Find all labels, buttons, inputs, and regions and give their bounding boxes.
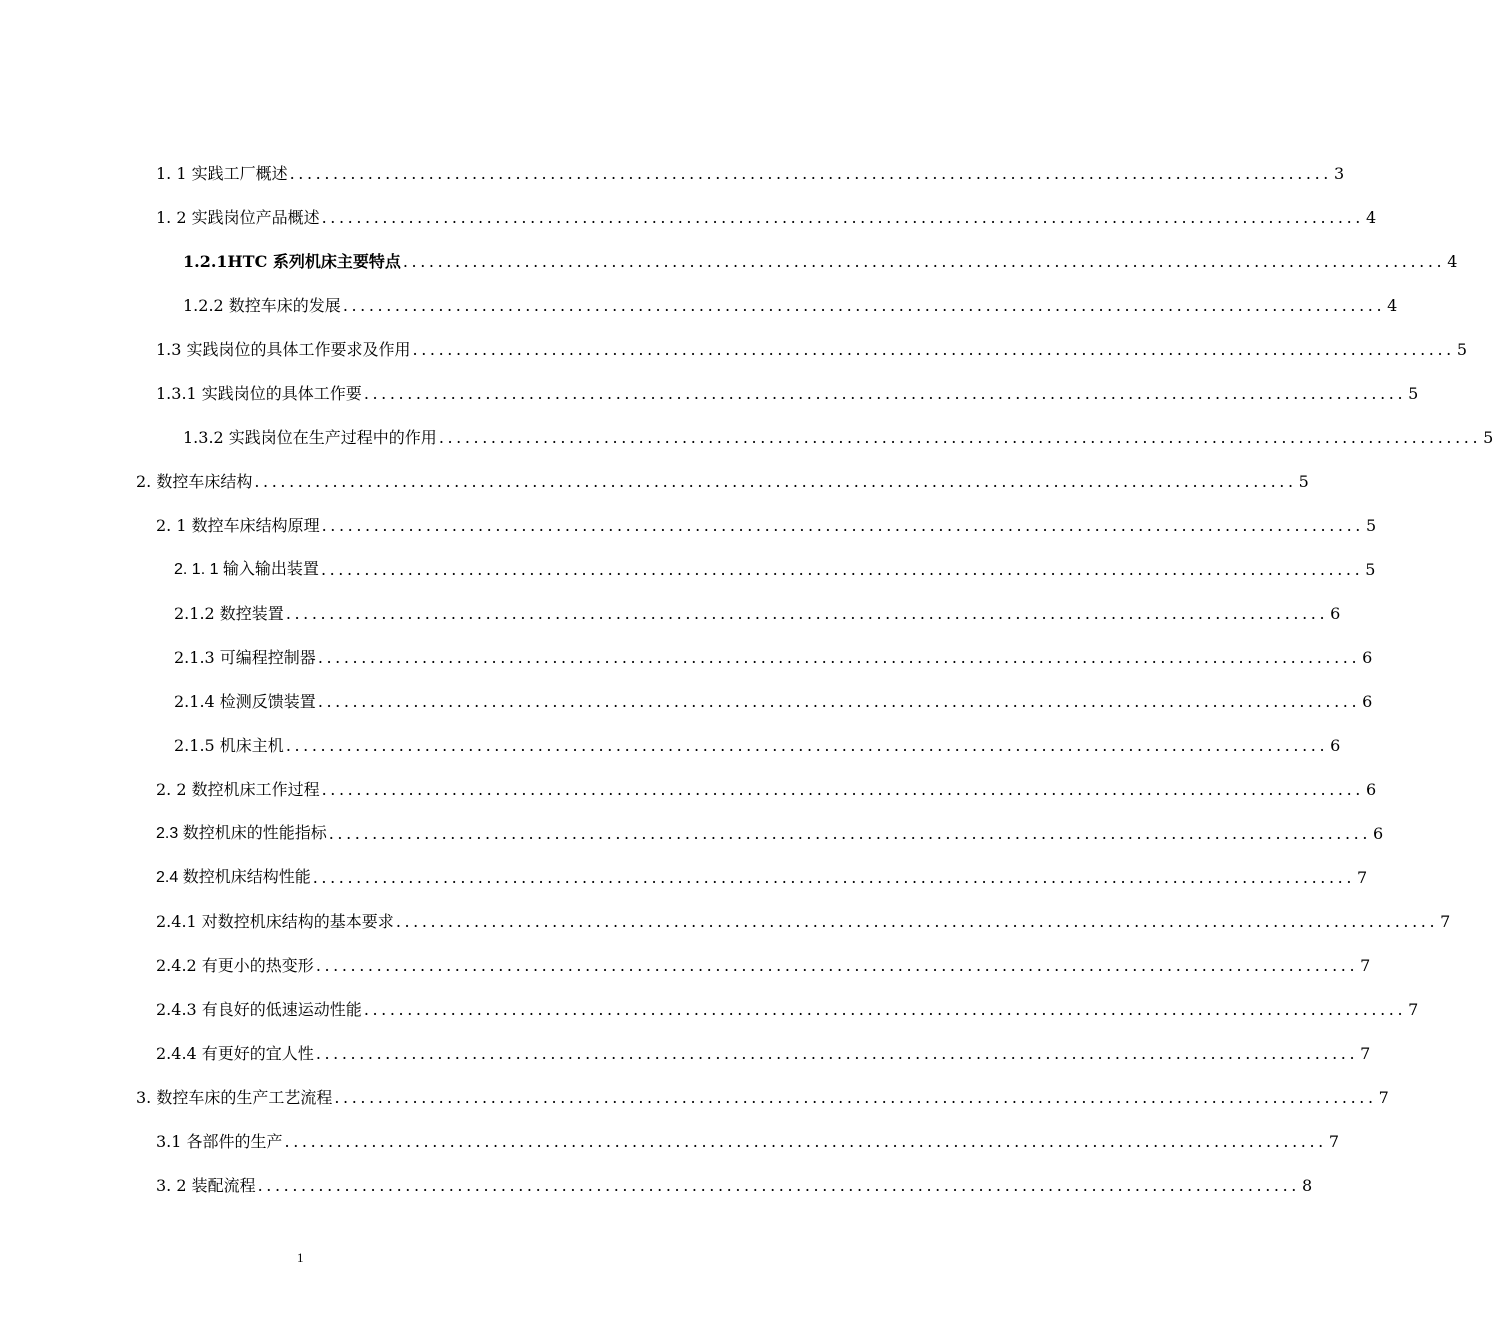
toc-leader-dots: ........................................................................................................................ [285, 604, 1329, 623]
toc-entry-label: 2.4.3 有良好的低速运动性能 [156, 1000, 362, 1019]
toc-leader-dots: ........................................................................................................................ [363, 1000, 1407, 1019]
toc-leader-dots: ........................................................................................................................ [321, 780, 1364, 799]
toc-entry-label: 2.4 数控机床结构性能 [156, 869, 311, 886]
toc-entry-label: 2.4.4 有更好的宜人性 [156, 1044, 314, 1063]
toc-entry-page: 6 [1373, 824, 1384, 843]
toc-entry-page: 7 [1357, 868, 1368, 887]
toc-entry-label: 2. 2 数控机床工作过程 [156, 780, 320, 799]
toc-entry[interactable] [136, 1084, 1389, 1108]
toc-leader-dots: ........................................................................................................................ [363, 384, 1407, 403]
toc-entry-page: 5 [1483, 428, 1493, 447]
toc-entry-label: 2.1.3 可编程控制器 [174, 648, 316, 667]
toc-entry-label: 1.2.1HTC 系列机床主要特点 [183, 252, 401, 271]
toc-entry-page: 6 [1362, 692, 1373, 711]
toc-leader-dots: ........................................................................................................................ [315, 1044, 1359, 1063]
toc-leader-dots: ........................................................................................................................ [321, 208, 1364, 227]
toc-entry-page: 5 [1408, 384, 1419, 403]
toc-leader-dots: ........................................................................................................................ [257, 1176, 1300, 1195]
toc-entry[interactable] [156, 908, 1451, 932]
toc-leader-dots: ........................................................................................................................ [328, 824, 1372, 843]
toc-entry[interactable] [174, 688, 1373, 712]
toc-entry-label: 3. 2 装配流程 [156, 1176, 256, 1195]
toc-entry[interactable] [136, 468, 1309, 492]
toc-entry[interactable] [156, 512, 1377, 536]
toc-entry[interactable] [156, 336, 1468, 360]
toc-entry[interactable] [156, 1172, 1313, 1196]
toc-entry-page: 6 [1362, 648, 1373, 667]
toc-entry-label: 1. 1 实践工厂概述 [156, 164, 288, 183]
toc-entry[interactable] [156, 996, 1419, 1020]
toc-entry-page: 8 [1301, 1176, 1313, 1195]
toc-entry[interactable] [183, 248, 1458, 272]
toc-entry[interactable] [156, 820, 1384, 844]
toc-leader-dots: ........................................................................................................................ [402, 252, 1446, 271]
toc-leader-dots: ........................................................................................................................ [412, 340, 1455, 359]
toc-leader-dots: ........................................................................................................................ [317, 692, 1361, 711]
toc-entry-page: 7 [1440, 912, 1451, 931]
toc-entry-page: 7 [1408, 1000, 1419, 1019]
toc-entry-page: 5 [1365, 516, 1377, 535]
toc-leader-dots: ........................................................................................................................ [285, 736, 1329, 755]
toc-leader-dots: ........................................................................................................................ [312, 868, 1356, 887]
toc-entry-page: 7 [1360, 956, 1371, 975]
toc-entry[interactable] [183, 424, 1493, 448]
toc-leader-dots: ........................................................................................................................ [395, 912, 1439, 931]
toc-leader-dots: ........................................................................................................................ [438, 428, 1482, 447]
toc-entry-page: 5 [1298, 472, 1309, 491]
toc-entry-label: 2.4.2 有更小的热变形 [156, 956, 314, 975]
toc-entry-label: 2. 数控车床结构 [136, 472, 253, 491]
toc-entry-page: 6 [1330, 604, 1341, 623]
toc-entry-label: 1.3.2 实践岗位在生产过程中的作用 [183, 428, 437, 447]
toc-entry[interactable] [156, 1040, 1371, 1064]
toc-entry[interactable] [156, 952, 1371, 976]
toc-entry[interactable] [156, 864, 1368, 888]
toc-entry[interactable] [174, 600, 1341, 624]
toc-leader-dots: ........................................................................................................................ [254, 472, 1297, 491]
toc-entry-page: 3 [1333, 164, 1345, 183]
toc-entry[interactable] [156, 160, 1345, 184]
page-number-footer: 1 [297, 1250, 304, 1265]
toc-entry-label: 2.1.4 检测反馈装置 [174, 692, 316, 711]
toc-entry[interactable] [156, 204, 1377, 228]
toc-entry-page: 4 [1447, 252, 1458, 271]
toc-entry-label: 1.3 实践岗位的具体工作要求及作用 [156, 340, 411, 359]
toc-entry-page: 6 [1330, 736, 1341, 755]
toc-entry[interactable] [174, 732, 1341, 756]
toc-leader-dots: ........................................................................................................................ [321, 516, 1364, 535]
toc-entry-page: 6 [1365, 780, 1377, 799]
toc-entry-page: 7 [1360, 1044, 1371, 1063]
toc-entry-page: 4 [1387, 296, 1398, 315]
toc-leader-dots: ........................................................................................................................ [317, 648, 1361, 667]
toc-entry-label: 3.1 各部件的生产 [156, 1132, 283, 1151]
toc-leader-dots: ........................................................................................................................ [315, 956, 1359, 975]
toc-entry-label: 2.4.1 对数控机床结构的基本要求 [156, 912, 394, 931]
toc-entry-label: 1. 2 实践岗位产品概述 [156, 208, 320, 227]
toc-entry-label: 2.1.2 数控装置 [174, 604, 284, 623]
toc-leader-dots: ........................................................................................................................ [320, 560, 1364, 579]
toc-entry-label: 2. 1. 1 输入输出装置 [174, 561, 319, 578]
toc-entry[interactable] [156, 380, 1419, 404]
toc-entry[interactable] [156, 1128, 1340, 1152]
toc-entry-page: 5 [1365, 560, 1376, 579]
toc-entry[interactable] [174, 556, 1376, 580]
toc-leader-dots: ........................................................................................................................ [284, 1132, 1327, 1151]
toc-entry-label: 2.1.5 机床主机 [174, 736, 284, 755]
toc-entry-page: 7 [1328, 1132, 1340, 1151]
toc-entry-page: 5 [1456, 340, 1468, 359]
toc-entry-label: 3. 数控车床的生产工艺流程 [136, 1088, 333, 1107]
toc-entry[interactable] [174, 644, 1373, 668]
toc-entry-page: 4 [1365, 208, 1377, 227]
toc-entry[interactable] [156, 776, 1377, 800]
toc-entry[interactable] [183, 292, 1398, 316]
toc-entry-label: 1.2.2 数控车床的发展 [183, 296, 341, 315]
toc-entry-label: 2.3 数控机床的性能指标 [156, 825, 327, 842]
toc-entry-label: 2. 1 数控车床结构原理 [156, 516, 320, 535]
toc-leader-dots: ........................................................................................................................ [289, 164, 1332, 183]
toc-leader-dots: ........................................................................................................................ [334, 1088, 1377, 1107]
toc-entry-page: 7 [1378, 1088, 1389, 1107]
toc-leader-dots: ........................................................................................................................ [342, 296, 1386, 315]
toc-entry-label: 1.3.1 实践岗位的具体工作要 [156, 384, 362, 403]
